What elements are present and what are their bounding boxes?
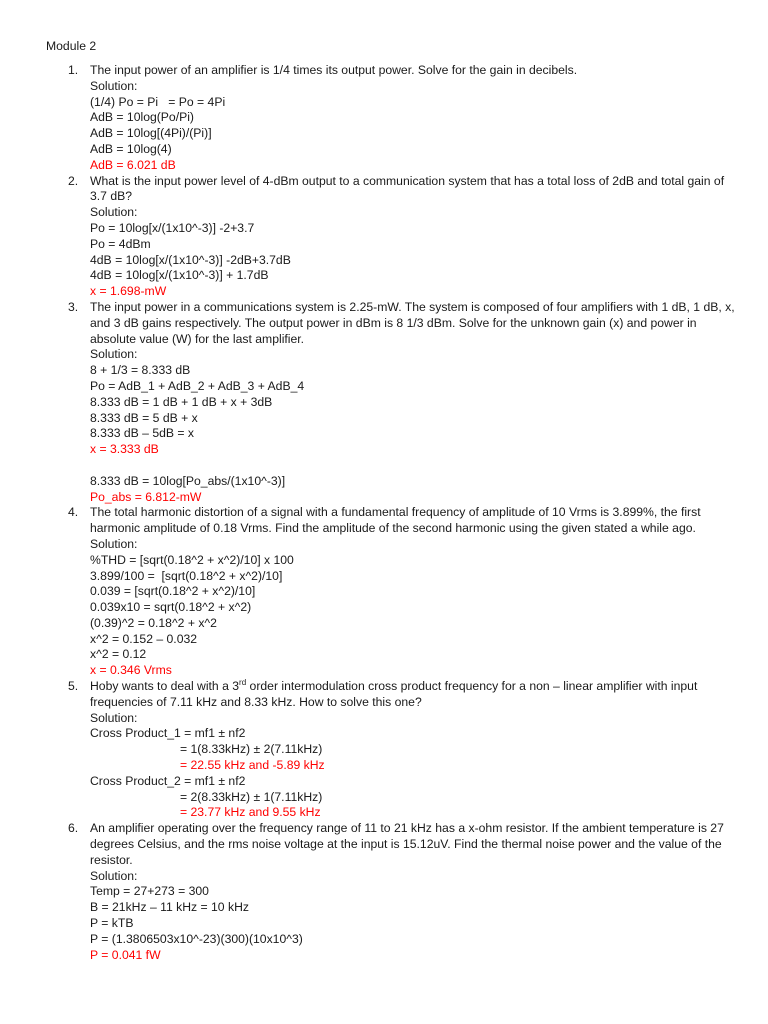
- solution-step: %THD = [sqrt(0.18^2 + x^2)/10] x 100: [90, 552, 294, 567]
- blank-line: [90, 458, 736, 474]
- solution-step: 8.333 dB = 10log[Po_abs/(1x10^-3)]: [90, 473, 286, 488]
- ordinal-superscript: rd: [239, 678, 247, 688]
- solution-step: AdB = 10log[(4Pi)/(Pi)]: [90, 126, 212, 141]
- problem-6: [46, 821, 736, 963]
- solution-step: 4dB = 10log[x/(1x10^-3)] + 1.7dB: [90, 268, 269, 283]
- final-answer: x = 0.346 Vrms: [90, 663, 172, 678]
- solution-step: Temp = 27+273 = 300: [90, 884, 209, 899]
- solution-label: Solution:: [90, 78, 138, 93]
- solution-step: = 1(8.33kHz) ± 2(7.11kHz): [180, 742, 323, 757]
- problem-question: The input power of an amplifier is 1/4 times its output power. Solve for the gain in decibels.: [90, 63, 578, 77]
- solution-label: Solution:: [90, 205, 138, 220]
- problem-number: 5.: [68, 679, 79, 694]
- final-answer: AdB = 6.021 dB: [90, 157, 176, 172]
- solution-step: P = (1.3806503x10^-23)(300)(10x10^3): [90, 931, 303, 946]
- problem-number: 1.: [68, 63, 79, 77]
- module-title: Module 2: [46, 39, 97, 53]
- solution-step: Cross Product_2 = mf1 ± nf2: [90, 773, 246, 788]
- solution-step: x^2 = 0.12: [90, 647, 147, 662]
- problem-1: [46, 63, 736, 174]
- solution-step: Po = 10log[x/(1x10^-3)] -2+3.7: [90, 220, 255, 235]
- problem-5: [46, 679, 736, 821]
- solution-label: Solution:: [90, 536, 138, 551]
- solution-label: Solution:: [90, 868, 138, 883]
- solution-step: (1/4) Po = Pi = Po = 4Pi: [90, 94, 226, 109]
- solution-label: Solution:: [90, 710, 138, 725]
- solution-step: (0.39)^2 = 0.18^2 + x^2: [90, 615, 217, 630]
- solution-step: Po = AdB_1 + AdB_2 + AdB_3 + AdB_4: [90, 378, 305, 393]
- solution-step: 8.333 dB – 5dB = x: [90, 426, 195, 441]
- final-answer: Po_abs = 6.812-mW: [90, 489, 202, 504]
- problem-number: 4.: [68, 505, 79, 520]
- solution-step: Po = 4dBm: [90, 236, 151, 251]
- solution-step: B = 21kHz – 11 kHz = 10 kHz: [90, 900, 249, 915]
- problem-4: [46, 505, 736, 679]
- solution-step: = 2(8.33kHz) ± 1(7.11kHz): [180, 789, 323, 804]
- final-answer: = 23.77 kHz and 9.55 kHz: [180, 805, 321, 820]
- solution-step: AdB = 10log(Po/Pi): [90, 110, 194, 125]
- problem-question: Hoby wants to deal with a 3rd order intermodulation cross product frequency for a non – linear amplifier with input frequencies of 7.11 kHz and 8.33 kHz. How to solve this one?: [90, 678, 698, 709]
- solution-step: Cross Product_1 = mf1 ± nf2: [90, 726, 246, 741]
- solution-step: 3.899/100 = [sqrt(0.18^2 + x^2)/10]: [90, 568, 283, 583]
- solution-step: P = kTB: [90, 916, 134, 931]
- solution-step: 0.039x10 = sqrt(0.18^2 + x^2): [90, 600, 252, 615]
- problem-number: 3.: [68, 299, 79, 314]
- problem-question: What is the input power level of 4-dBm output to a communication system that has a total loss of 2dB and total gain of 3.7 dB?: [90, 173, 725, 204]
- problem-3: [46, 300, 736, 505]
- final-answer: x = 3.333 dB: [90, 442, 159, 457]
- solution-step: 8 + 1/3 = 8.333 dB: [90, 363, 191, 378]
- solution-label: Solution:: [90, 347, 138, 362]
- problem-2: [46, 174, 736, 300]
- problem-question: An amplifier operating over the frequency range of 11 to 21 kHz has a x-ohm resistor. If the ambient temperature is 27 degrees Celsius, and the rms noise voltage at the input is 15.12uV. Find the thermal noise power and the value of the resistor.: [90, 821, 724, 867]
- final-answer: x = 1.698-mW: [90, 284, 167, 299]
- problem-question: The total harmonic distortion of a signal with a fundamental frequency of amplitude of 10 Vrms is 3.899%, the first harmonic amplitude of 0.18 Vrms. Find the amplitude of the second harmonic using the given stated a while ago.: [90, 505, 701, 536]
- solution-step: AdB = 10log(4): [90, 141, 172, 156]
- final-answer: P = 0.041 fW: [90, 947, 161, 962]
- final-answer: = 22.55 kHz and -5.89 kHz: [180, 758, 325, 773]
- problem-question: The input power in a communications system is 2.25-mW. The system is composed of four amplifiers with 1 dB, 1 dB, x, and 3 dB gains respectively. The output power in dBm is 8 1/3 dBm. Solve for the unknown gain (x) and power in absolute value (W) for the last amplifier.: [90, 299, 735, 346]
- problem-list: [46, 63, 736, 963]
- solution-step: 4dB = 10log[x/(1x10^-3)] -2dB+3.7dB: [90, 252, 291, 267]
- solution-step: 8.333 dB = 5 dB + x: [90, 410, 198, 425]
- problem-number: 6.: [68, 821, 79, 836]
- solution-step: x^2 = 0.152 – 0.032: [90, 631, 198, 646]
- solution-step: 8.333 dB = 1 dB + 1 dB + x + 3dB: [90, 394, 273, 409]
- problem-number: 2.: [68, 173, 79, 188]
- solution-step: 0.039 = [sqrt(0.18^2 + x^2)/10]: [90, 584, 256, 599]
